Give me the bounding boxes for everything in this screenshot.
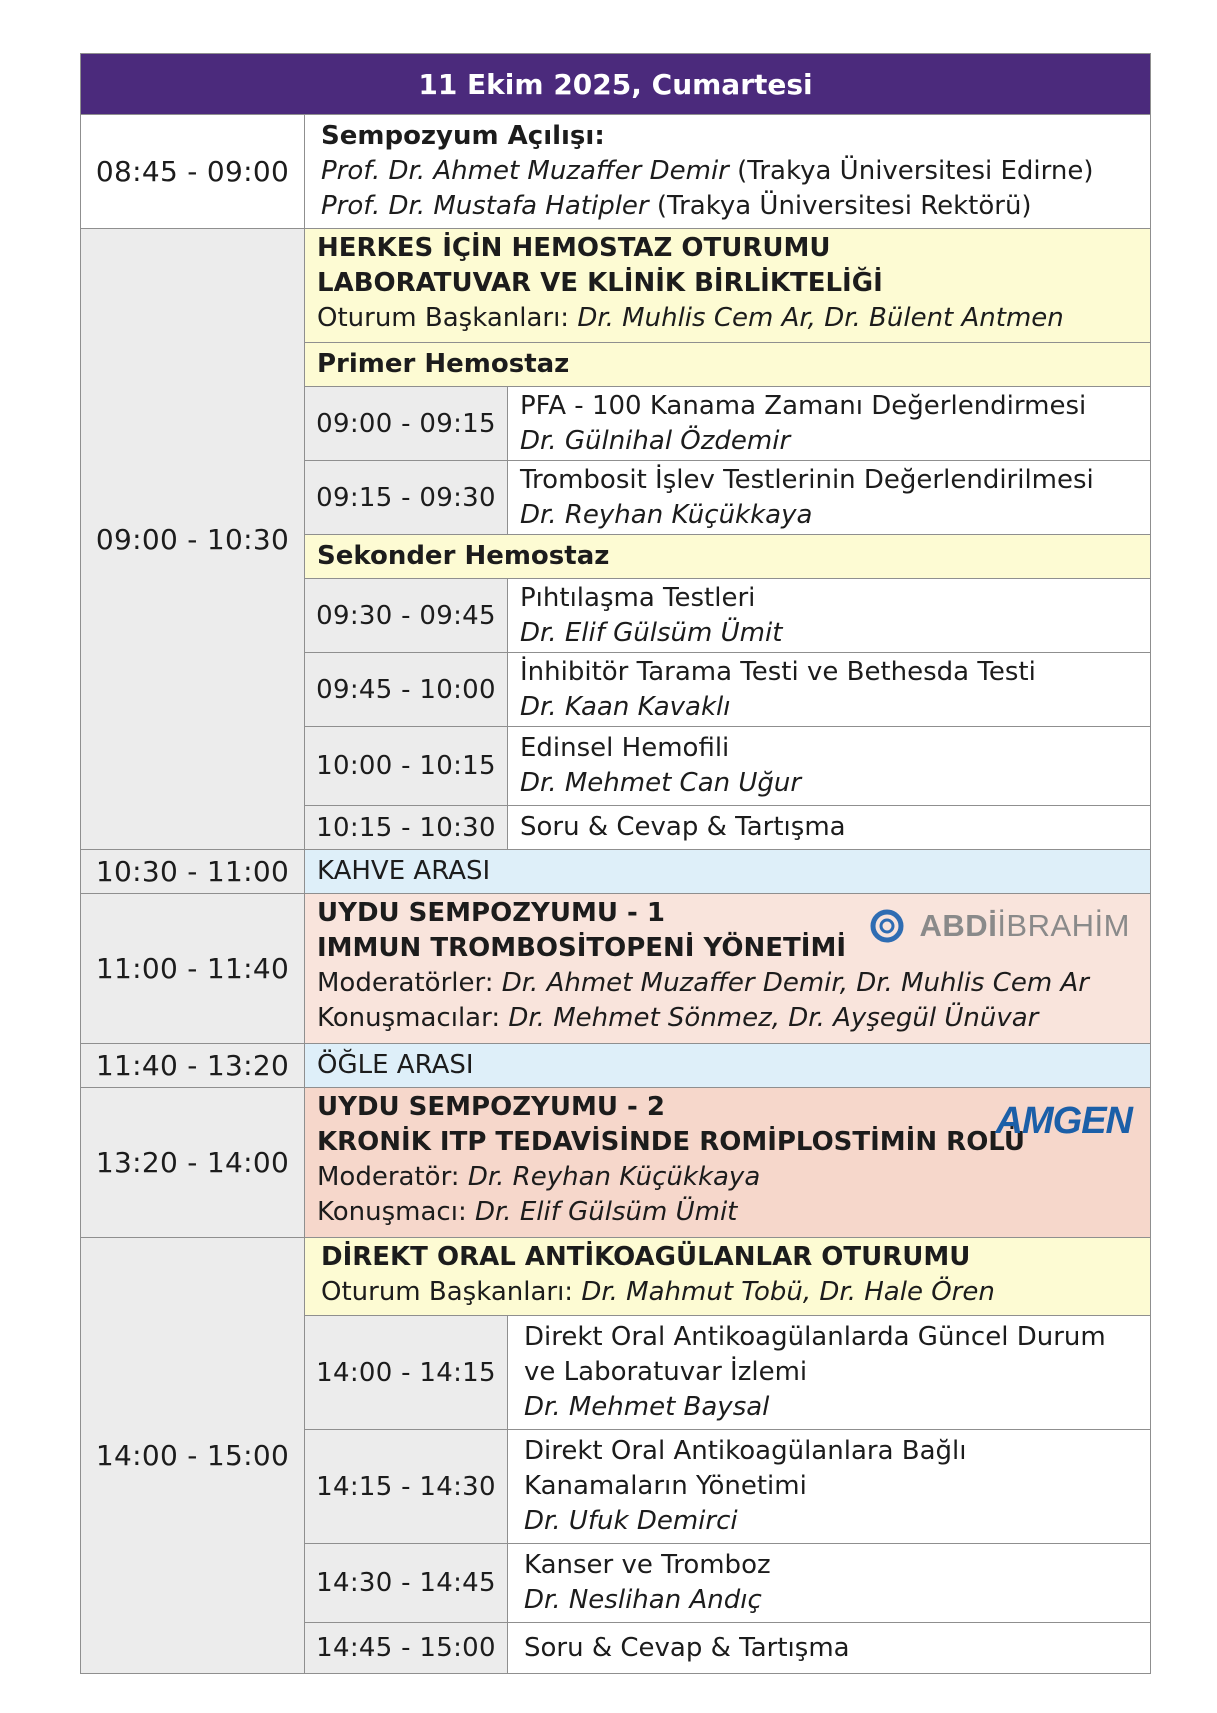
talk-cell xyxy=(507,1429,1151,1544)
time-satellite-2: 13:20 - 14:00 xyxy=(80,1087,305,1238)
talk-cell xyxy=(507,1543,1151,1623)
time-satellite-1: 11:00 - 11:40 xyxy=(80,893,305,1044)
subheader-text: Primer Hemostaz xyxy=(317,349,570,379)
abdi-ibrahim-icon xyxy=(870,909,904,943)
talk-cell xyxy=(507,652,1151,727)
talk-cell xyxy=(507,578,1151,653)
sponsor-name: ABDİİBRAHİM xyxy=(919,908,1130,943)
speakers: Konuşmacılar: Dr. Mehmet Sönmez, Dr. Ayşegül Ünüvar xyxy=(317,1003,1039,1033)
talk-cell xyxy=(507,726,1151,806)
lunch-break xyxy=(304,1043,1151,1088)
time-opening xyxy=(80,114,305,229)
talk-speaker: Dr. Elif Gülsüm Ümit xyxy=(520,617,783,648)
talk-time: 09:45 - 10:00 xyxy=(304,652,508,727)
talk-title: Soru & Cevap & Tartışma xyxy=(520,812,846,842)
opening-content xyxy=(304,114,1151,229)
primer-subheader xyxy=(304,342,1151,387)
talk-title: Soru & Cevap & Tartışma xyxy=(524,1632,850,1663)
schedule-table xyxy=(80,53,1151,1674)
talk-speaker: Dr. Reyhan Küçükkaya xyxy=(520,499,813,530)
time-lunch: 11:40 - 13:20 xyxy=(80,1043,305,1088)
talk-title: İnhibitör Tarama Testi ve Bethesda Testi xyxy=(520,656,1036,687)
moderators: Moderatörler: Dr. Ahmet Muzaffer Demir, Dr. Muhlis Cem Ar xyxy=(317,968,1089,998)
talk-title: Pıhtılaşma Testleri xyxy=(520,582,756,613)
talk-speaker: Dr. Neslihan Andıç xyxy=(524,1585,762,1615)
talk-cell xyxy=(507,460,1151,535)
break-label: ÖĞLE ARASI xyxy=(317,1050,474,1080)
date-header xyxy=(80,53,1151,115)
talk-time: 09:15 - 09:30 xyxy=(304,460,508,535)
time-doac: 14:00 - 15:00 xyxy=(80,1237,305,1674)
session-chairs: Oturum Başkanları: Dr. Muhlis Cem Ar, Dr. Bülent Antmen xyxy=(317,303,1064,333)
talk-cell xyxy=(507,805,1151,850)
talk-cell xyxy=(507,1315,1151,1430)
session-title: DİREKT ORAL ANTİKOAGÜLANLAR OTURUMU xyxy=(321,1242,971,1272)
talk-speaker: Dr. Gülnihal Özdemir xyxy=(520,425,791,456)
talk-speaker: Dr. Mehmet Baysal xyxy=(524,1392,770,1422)
date-text: 11 Ekim 2025, Cumartesi xyxy=(418,67,813,101)
talk-cell xyxy=(507,1622,1151,1674)
session-chairs: Oturum Başkanları: Dr. Mahmut Tobü, Dr. Hale Ören xyxy=(321,1277,995,1307)
talk-title-cont: ve Laboratuvar İzlemi xyxy=(524,1357,808,1387)
talk-title: Trombosit İşlev Testlerinin Değerlendirilmesi xyxy=(520,464,1094,495)
time-text: 08:45 - 09:00 xyxy=(95,155,290,188)
coffee-break xyxy=(304,849,1151,894)
talk-title: Direkt Oral Antikoagülanlarda Güncel Durum xyxy=(524,1322,1106,1352)
talk-speaker: Dr. Kaan Kavaklı xyxy=(520,691,731,722)
talk-title-cont: Kanamaların Yönetimi xyxy=(524,1471,807,1501)
opening-title: Sempozyum Açılışı: xyxy=(321,121,605,151)
session-title-2: IMMUN TROMBOSİTOPENİ YÖNETİMİ xyxy=(317,933,847,963)
talk-time: 10:00 - 10:15 xyxy=(304,726,508,806)
session-title-1: HERKES İÇİN HEMOSTAZ OTURUMU xyxy=(317,233,831,263)
hemostasis-session-header xyxy=(304,228,1151,343)
abdi-ibrahim-logo xyxy=(870,908,1130,943)
time-text: 09:00 - 10:30 xyxy=(95,522,290,556)
session-title-2: LABORATUVAR VE KLİNİK BİRLİKTELİĞİ xyxy=(317,268,883,298)
talk-time: 09:00 - 09:15 xyxy=(304,386,508,461)
talk-title: PFA - 100 Kanama Zamanı Değerlendirmesi xyxy=(520,390,1087,421)
talk-time: 14:15 - 14:30 xyxy=(304,1429,508,1544)
talk-time: 10:15 - 10:30 xyxy=(304,805,508,850)
satellite-2-session xyxy=(304,1087,1151,1238)
talk-time: 09:30 - 09:45 xyxy=(304,578,508,653)
talk-time: 14:45 - 15:00 xyxy=(304,1622,508,1674)
amgen-logo: AMGEN xyxy=(995,1100,1132,1142)
talk-title: Direkt Oral Antikoagülanlara Bağlı xyxy=(524,1436,967,1466)
moderator: Moderatör: Dr. Reyhan Küçükkaya xyxy=(317,1162,761,1192)
session-title-1: UYDU SEMPOZYUMU - 2 xyxy=(317,1092,665,1122)
talk-time: 14:00 - 14:15 xyxy=(304,1315,508,1430)
opening-speaker-1: Prof. Dr. Ahmet Muzaffer Demir (Trakya Üniversitesi Edirne) xyxy=(321,156,1094,186)
session-title-2: KRONİK ITP TEDAVİSİNDE ROMİPLOSTİMİN ROLÜ xyxy=(317,1127,1026,1157)
talk-speaker: Dr. Mehmet Can Uğur xyxy=(520,768,802,798)
sekonder-subheader xyxy=(304,534,1151,579)
talk-title: Kanser ve Tromboz xyxy=(524,1550,771,1580)
talk-time: 14:30 - 14:45 xyxy=(304,1543,508,1623)
opening-speaker-2: Prof. Dr. Mustafa Hatipler (Trakya Üniversitesi Rektörü) xyxy=(321,191,1032,221)
doac-session-header xyxy=(304,1237,1151,1316)
break-label: KAHVE ARASI xyxy=(317,856,491,886)
talk-cell xyxy=(507,386,1151,461)
speaker: Konuşmacı: Dr. Elif Gülsüm Ümit xyxy=(317,1197,738,1227)
talk-speaker: Dr. Ufuk Demirci xyxy=(524,1506,738,1536)
subheader-text: Sekonder Hemostaz xyxy=(317,541,610,571)
talk-title: Edinsel Hemofili xyxy=(520,733,730,763)
time-hemostasis xyxy=(80,228,305,850)
time-coffee: 10:30 - 11:00 xyxy=(80,849,305,894)
session-title-1: UYDU SEMPOZYUMU - 1 xyxy=(317,898,665,928)
satellite-1-session xyxy=(304,893,1151,1044)
